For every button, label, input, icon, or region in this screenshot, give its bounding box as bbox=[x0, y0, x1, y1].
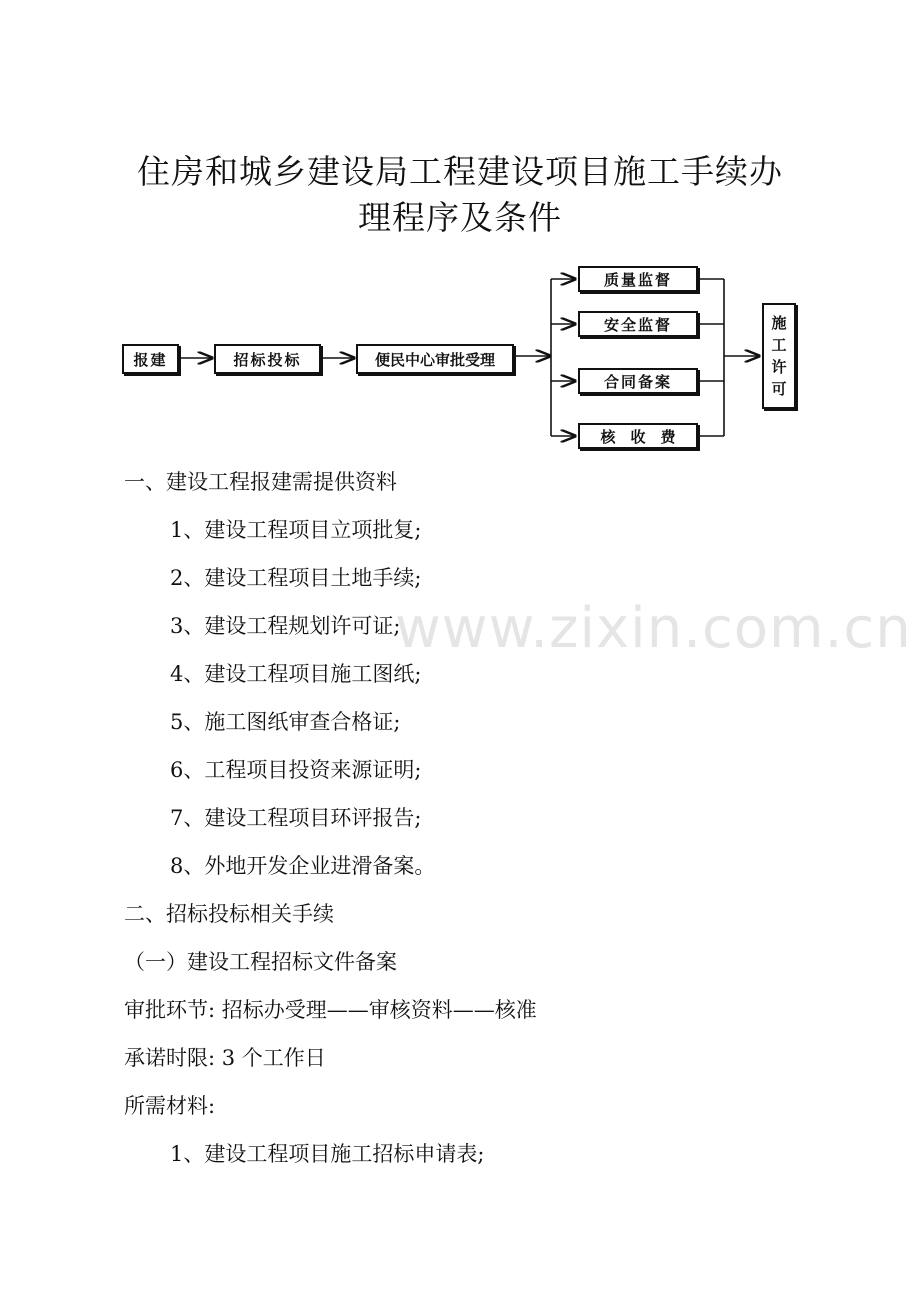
flow-step-bidding: 招标投标 bbox=[214, 344, 321, 374]
permit-char-2: 工 bbox=[771, 336, 787, 354]
flow-branch-fee-verification: 核 收 费 bbox=[578, 423, 698, 449]
process-flowchart bbox=[0, 0, 920, 470]
section2-heading: 二、招标投标相关手续 bbox=[124, 902, 334, 926]
approval-steps: 审批环节: 招标办受理——审核资料——核准 bbox=[124, 998, 537, 1022]
section1-item-7: 7、建设工程项目环评报告; bbox=[170, 806, 422, 830]
section1-item-2: 2、建设工程项目土地手续; bbox=[170, 566, 422, 590]
section1-item-1: 1、建设工程项目立项批复; bbox=[170, 518, 422, 542]
flow-branch-safety-supervision: 安全监督 bbox=[578, 311, 698, 337]
section1-item-3: 3、建设工程规划许可证; bbox=[170, 614, 401, 638]
flow-final-construction-permit bbox=[762, 303, 796, 409]
section1-item-8: 8、外地开发企业进滑备案。 bbox=[170, 854, 436, 878]
section1-item-5: 5、施工图纸审查合格证; bbox=[170, 710, 401, 734]
section1-item-4: 4、建设工程项目施工图纸; bbox=[170, 662, 422, 686]
time-limit: 承诺时限: 3 个工作日 bbox=[124, 1046, 326, 1070]
document-title-line1: 住房和城乡建设局工程建设项目施工手续办 bbox=[137, 152, 783, 191]
permit-char-1: 施 bbox=[771, 314, 787, 332]
materials-label: 所需材料: bbox=[124, 1094, 216, 1118]
materials-item-1: 1、建设工程项目施工招标申请表; bbox=[170, 1142, 485, 1166]
flow-step-report: 报建 bbox=[122, 344, 179, 374]
section2-sub1-heading: （一）建设工程招标文件备案 bbox=[124, 950, 397, 974]
flow-branch-contract-filing: 合同备案 bbox=[578, 368, 698, 394]
watermark-text: www.zixin.com.cn bbox=[395, 596, 912, 661]
section1-item-6: 6、工程项目投资来源证明; bbox=[170, 758, 422, 782]
flow-branch-quality-supervision: 质量监督 bbox=[578, 266, 698, 292]
permit-char-4: 可 bbox=[771, 380, 787, 398]
document-title-line2: 理程序及条件 bbox=[358, 198, 562, 237]
flow-step-service-center: 便民中心审批受理 bbox=[356, 344, 514, 374]
permit-char-3: 许 bbox=[771, 358, 787, 376]
section1-heading: 一、建设工程报建需提供资料 bbox=[124, 470, 397, 494]
